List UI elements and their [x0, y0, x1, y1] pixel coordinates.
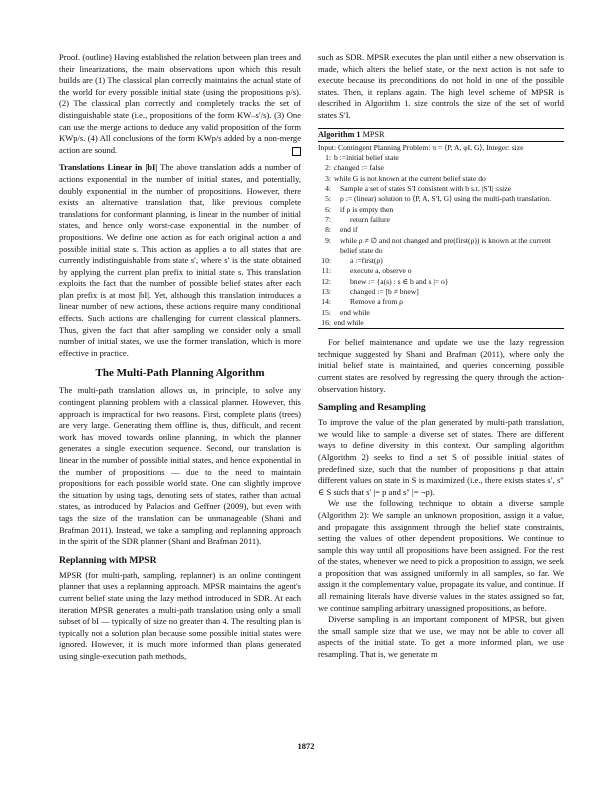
algorithm-line-number: 5:: [325, 194, 331, 204]
algorithm-line: [318, 174, 564, 184]
algorithm-line-number: 6:: [325, 204, 331, 214]
algorithm-line-number: 2:: [325, 163, 331, 173]
algorithm-line-text: Sample a set of states S′I consistent with b s.t. |S′I| ≤size: [340, 184, 512, 194]
algorithm-title: [318, 129, 564, 142]
algorithm-line-number: 14:: [321, 297, 331, 307]
algorithm-line: [318, 215, 564, 225]
algorithm-label: Algorithm 1: [318, 129, 361, 139]
algorithm-line-text: ρ := (linear) solution to ⟨P, A, S′I, G⟩ using the multi-path translation.: [340, 194, 551, 204]
translations-heading: Translations Linear in |bI|: [59, 162, 158, 173]
replanning-paragraph: MPSR (for multi-path, sampling, replanner) is an online contingent planner that uses a replanning approach. MPSR maintains the agent's current belief state using the lazy method introduced in SDR. At each iteration MPSR generates a multi-path translation using only a small subset of bI — typically of size no greater than 4. The resulting plan is typically not a solution plan because some possible initial states were ignored. However, it is much more informed than plans generated using single-execution path methods,: [59, 569, 301, 661]
translations-text: The above translation adds a number of actions exponential in the number of initial states, and potentially, doubly exponential in the number of propositions. However, there exists an alternative translation that, like previous complete translations for conformant planning, is linear in the number of initial states, and hence only worst-case exponential in the number of propositions. We define one action as for each original action a and possible initial state s. This action as applies a to all states that are currently indistinguishable from state s′, where s′ is the state obtained by applying the current plan prefix to initial state s. This translation exploits the fact that the number of possible belief states after each plan prefix is at most |bI|. Yet, although this translation introduces a linear number of new actions, these actions require many conditional effects. Such actions are challenging for current classical planners. Thus, given the fact that after sampling we consider only a small number of initial states, we use the former translation, which is more effective in practice.: [59, 162, 301, 358]
section-paragraph: The multi-path translation allows us, in principle, to solve any contingent planning problem with a classical planner. However, this approach is impractical for two reasons. First, complete plans (trees) are very large. Generating them offline is, thus, difficult, and recent work has moved towards online planning, in which the planner generates a single execution sequence. Second, our translation is linear in the number of possible initial states, and hence exponential in the number of propositions — due to the need to maintain propositions for each possible world state. One can slightly improve the situation by using tags, denoting sets of states, rather than actual states, as introduced by Palacios and Geffner (2009), but even with tags the size of the translation can be unmanageable (Shani and Brafman 2011). Instead, we take a sampling and replanning approach in the spirit of the SDR planner (Shani and Brafman 2011).: [59, 385, 301, 547]
algorithm-line-number: 12:: [321, 276, 331, 286]
algorithm-line: [318, 225, 564, 235]
algorithm-line-text: end while: [340, 307, 370, 317]
algorithm-line-number: 4:: [325, 184, 331, 194]
algorithm-line: [318, 205, 564, 215]
algorithm-box: [318, 128, 564, 330]
algorithm-line-text: execute a, observe o: [350, 266, 412, 276]
algorithm-line-text: Remove a from ρ: [350, 297, 403, 307]
algorithm-line: [318, 297, 564, 307]
algorithm-line-number: 9:: [325, 235, 331, 245]
algorithm-line: [318, 287, 564, 297]
continued-paragraph: such as SDR. MPSR executes the plan until either a new observation is made, which alters the belief state, or the next action is not safe to execute because its preconditions do not hold in one of the possible states. Then, it replans again. The high level scheme of MPSR is described in Algorithm 1. size controls the size of the set of world states S′I.: [318, 52, 564, 120]
algorithm-line-number: 16:: [321, 317, 331, 327]
algorithm-line: [318, 163, 564, 173]
page-number: 1872: [297, 741, 315, 751]
algorithm-line-number: 15:: [321, 307, 331, 317]
algorithm-line-text: end if: [340, 225, 358, 235]
left-column: [59, 52, 301, 663]
algorithm-line-text: while ρ ≠ ∅ and not changed and pre(first(ρ)) is known at the current belief state do: [340, 235, 551, 255]
replanning-title: Replanning with MPSR: [59, 554, 157, 566]
algorithm-line-text: while G is not known at the current belief state do: [334, 173, 486, 183]
sampling-paragraph-2: We use the following technique to obtain a diverse sample (Algorithm 2): We sample an unknown proposition, assign it a value, and propagate this assignment through the belief state constraints, setting the values of other dependent propositions. We continue to sample this way until all propositions have been assigned. For the rest of the states, whenever we need to pick a proposition to assign, we seek a proposition that was assigned uniformly in all samples, so far. We assign it the complementary value, propagate its value, and continue. If all remaining literals have diverse values in the states assigned so far, we continue sampling arbitrary unassigned propositions, as before.: [318, 498, 564, 613]
algorithm-line: [318, 184, 564, 194]
algorithm-line: [318, 318, 564, 328]
algorithm-line: [318, 308, 564, 318]
algorithm-line-text: bnew := {a(s) : s ∈ b and s |= o}: [350, 276, 449, 286]
algorithm-line: [318, 153, 564, 163]
qed-box-icon: [292, 147, 301, 156]
proof-paragraph: Proof. (outline) Having established the relation between plan trees and their linearizations, the main observations upon which this result builds are (1) The classical plan correctly maintains the actual state of the world for every possible initial state (using the propositions p/s). (2) The classical plan correctly and completely tracks the set of distinguishable state (i.e., propositions of the form KW–s′/s). (3) One can use the merge actions to deduce any valid proposition of the form KWp/s. (4) All conclusions of the form KWp/s added by a non-merge action are sound.: [59, 52, 301, 155]
algorithm-line: [318, 236, 564, 257]
algorithm-line-text: end while: [334, 317, 364, 327]
algorithm-line-text: b :=initial belief state: [334, 153, 399, 163]
algorithm-line: [318, 277, 564, 287]
algorithm-line: [318, 256, 564, 266]
algorithm-line-number: 1:: [325, 153, 331, 163]
sampling-paragraph-1: To improve the value of the plan generated by multi-path translation, we would like to sample a diverse set of states. There are different ways to define diversity in this context. Our sampling algorithm (Algorithm 2) seeks to find a set S of possible initial states of predefined size, such that the number of propositions p that attain different values on state in S is maximized (i.e., there exists states s′, s″ ∈ S such that s′ |= p and s″ |= ¬p).: [318, 417, 564, 497]
algorithm-line-number: 13:: [321, 287, 331, 297]
algorithm-line-text: if ρ is empty then: [340, 204, 394, 214]
algorithm-input: Input: Contingent Planning Problem: π = ⟨P, A, φI, G⟩, Integer: size: [318, 142, 524, 152]
algorithm-line-text: changed := [b ≠ bnew]: [350, 287, 419, 297]
algorithm-line-number: 7:: [325, 214, 331, 224]
sampling-paragraph-3: Diverse sampling is an important component of MPSR, but given the small sample size that we use, we may not be able to cover all aspects of the initial state. To get a more informed plan, we use resampling. That is, we generate m: [318, 614, 564, 660]
algorithm-line-text: return failure: [350, 214, 390, 224]
belief-paragraph: For belief maintenance and update we use the lazy regression technique suggested by Shani and Brafman (2011), where only the initial belief state is maintained, and queries concerning possible current states are resolved by regressing the query through the action-observation history.: [318, 337, 564, 394]
algorithm-line-text: changed := false: [334, 163, 384, 173]
algorithm-lines: [318, 153, 564, 328]
section-title: The Multi-Path Planning Algorithm: [95, 367, 265, 380]
algorithm-line-text: a :=first(ρ): [350, 256, 383, 266]
algorithm-name: MPSR: [362, 129, 385, 139]
algorithm-line-number: 3:: [325, 173, 331, 183]
algorithm-line-number: 11:: [321, 266, 331, 276]
right-column: [318, 52, 564, 661]
sampling-title: Sampling and Resampling: [318, 402, 426, 414]
algorithm-line-number: 8:: [325, 225, 331, 235]
algorithm-line-number: 10:: [321, 256, 331, 266]
algorithm-line: [318, 194, 564, 204]
algorithm-line: [318, 266, 564, 276]
translations-paragraph: [59, 162, 301, 359]
